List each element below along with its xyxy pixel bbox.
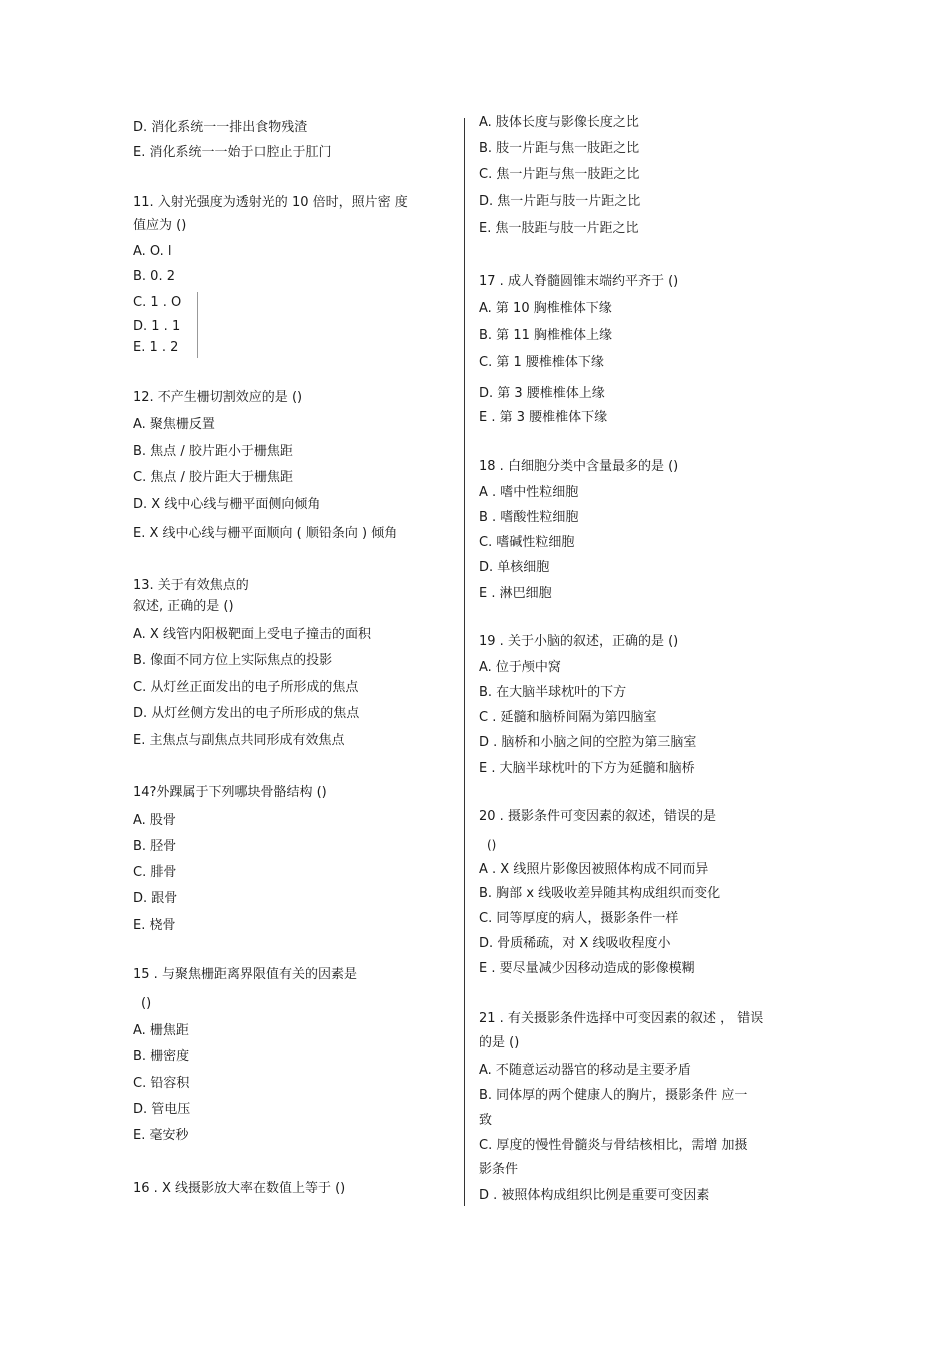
- q19-option-e: E . 大脑半球枕叶的下方为延髓和脑桥: [479, 761, 695, 776]
- q18-stem: 18 . 白细胞分类中含量最多的是 (): [479, 459, 679, 474]
- q11-option-a: A. O. l: [133, 244, 172, 259]
- q18-option-d: D. 单核细胞: [479, 560, 550, 575]
- q18-option-e: E . 淋巴细胞: [479, 586, 552, 601]
- q18-option-c: C. 嗜碱性粒细胞: [479, 535, 575, 550]
- q14-option-d: D. 跟骨: [133, 891, 178, 906]
- q17-stem: 17 . 成人脊髓圆锥末端约平齐于 (): [479, 274, 679, 289]
- q21-option-c-line-1: C. 厚度的慢性骨髓炎与骨结核相比，需增 加摄: [479, 1138, 748, 1153]
- q16-option-c: C. 焦一片距与焦一肢距之比: [479, 167, 640, 182]
- q21-option-d: D . 被照体构成组织比例是重要可变因素: [479, 1188, 710, 1203]
- q21-option-b-line-1: B. 同体厚的两个健康人的胸片，摄影条件 应一: [479, 1088, 748, 1103]
- q12-option-c: C. 焦点 / 胶片距大于栅焦距: [133, 470, 293, 485]
- q15-stem-line-2: (): [141, 996, 152, 1011]
- q12-option-d: D. X 线中心线与栅平面侧向倾角: [133, 497, 321, 512]
- q13-option-b: B. 像面不同方位上实际焦点的投影: [133, 653, 333, 668]
- q14-option-b: B. 胫骨: [133, 839, 177, 854]
- q13-option-a: A. X 线管内阳极靶面上受电子撞击的面积: [133, 627, 371, 642]
- q20-option-e: E . 要尽量减少因移动造成的影像模糊: [479, 961, 695, 976]
- q17-option-d: D. 第 3 腰椎椎体上缘: [479, 386, 605, 401]
- prev-option-e: E. 消化系统一一始于口腔止于肛门: [133, 145, 332, 160]
- q15-option-c: C. 铅容积: [133, 1076, 190, 1091]
- q13-stem-line-1: 13. 关于有效焦点的: [133, 578, 249, 593]
- q21-option-a: A. 不随意运动器官的移动是主要矛盾: [479, 1063, 691, 1078]
- q17-option-b: B. 第 11 胸椎椎体上缘: [479, 328, 612, 343]
- q20-stem-line-1: 20 . 摄影条件可变因素的叙述，错误的是: [479, 809, 716, 824]
- q19-stem: 19 . 关于小脑的叙述，正确的是 (): [479, 634, 679, 649]
- q15-stem-line-1: 15 . 与聚焦栅距离界限值有关的因素是: [133, 967, 357, 982]
- prev-option-d: D. 消化系统一一排出食物残渣: [133, 120, 308, 135]
- q13-option-d: D. 从灯丝侧方发出的电子所形成的焦点: [133, 706, 360, 721]
- q21-stem-line-2: 的是 (): [479, 1035, 520, 1050]
- q21-option-b-line-2: 致: [479, 1113, 493, 1128]
- q11-stem-line-2: 值应为 (): [133, 218, 187, 233]
- q11-option-c: C. 1 . O: [133, 295, 182, 310]
- q11-option-b: B. 0. 2: [133, 269, 175, 284]
- q13-option-e: E. 主焦点与副焦点共同形成有效焦点: [133, 733, 345, 748]
- q12-option-b: B. 焦点 / 胶片距小于栅焦距: [133, 444, 293, 459]
- q21-option-c-line-2: 影条件: [479, 1162, 519, 1177]
- q14-stem: 14?外踝属于下列哪块骨骼结构 (): [133, 785, 327, 800]
- q18-option-a: A . 嗜中性粒细胞: [479, 485, 579, 500]
- q16-option-a: A. 肢体长度与影像长度之比: [479, 115, 639, 130]
- q12-option-e: E. X 线中心线与栅平面顺向 ( 顺铅条向 ) 倾角: [133, 526, 398, 541]
- q11-stem-line-1: 11. 入射光强度为透射光的 10 倍时，照片密 度: [133, 195, 408, 210]
- q20-option-c: C. 同等厚度的病人，摄影条件一样: [479, 911, 679, 926]
- q11-option-e: E. 1 . 2: [133, 340, 179, 355]
- q17-option-e: E . 第 3 腰椎椎体下缘: [479, 410, 608, 425]
- q16-option-d: D. 焦一片距与肢一片距之比: [479, 194, 641, 209]
- q21-stem-line-1: 21 . 有关摄影条件选择中可变因素的叙述 ， 错误: [479, 1011, 764, 1026]
- q20-option-b: B. 胸部 x 线吸收差异随其构成组织而变化: [479, 886, 721, 901]
- q20-option-a: A . X 线照片影像因被照体构成不同而异: [479, 862, 709, 877]
- q19-option-a: A. 位于颅中窝: [479, 660, 561, 675]
- q16-option-b: B. 肢一片距与焦一肢距之比: [479, 141, 640, 156]
- q19-option-c: C . 延髓和脑桥间隔为第四脑室: [479, 710, 657, 725]
- q14-option-c: C. 腓骨: [133, 865, 177, 880]
- q13-option-c: C. 从灯丝正面发出的电子所形成的焦点: [133, 680, 359, 695]
- q20-stem-line-2: (): [487, 838, 497, 852]
- q18-option-b: B . 嗜酸性粒细胞: [479, 510, 579, 525]
- column-divider: [464, 118, 465, 1206]
- q11-option-d: D. 1 . 1: [133, 319, 181, 334]
- q15-option-d: D. 管电压: [133, 1102, 191, 1117]
- q14-option-e: E. 桡骨: [133, 918, 176, 933]
- q12-stem: 12. 不产生栅切割效应的是 (): [133, 390, 303, 405]
- q16-option-e: E. 焦一肢距与肢一片距之比: [479, 221, 639, 236]
- q15-option-a: A. 栅焦距: [133, 1023, 189, 1038]
- q19-option-b: B. 在大脑半球枕叶的下方: [479, 685, 627, 700]
- q17-option-c: C. 第 1 腰椎椎体下缘: [479, 355, 604, 370]
- q14-option-a: A. 股骨: [133, 813, 176, 828]
- q17-option-a: A. 第 10 胸椎椎体下缘: [479, 301, 612, 316]
- q15-option-b: B. 栅密度: [133, 1049, 190, 1064]
- q20-option-d: D. 骨质稀疏，对 X 线吸收程度小: [479, 936, 671, 951]
- q15-option-e: E. 毫安秒: [133, 1128, 189, 1143]
- q19-option-d: D . 脑桥和小脑之间的空腔为第三脑室: [479, 735, 697, 750]
- q13-stem-line-2: 叙述, 正确的是 (): [133, 599, 234, 614]
- q16-stem: 16 . X 线摄影放大率在数值上等于 (): [133, 1181, 346, 1196]
- q12-option-a: A. 聚焦栅反置: [133, 417, 215, 432]
